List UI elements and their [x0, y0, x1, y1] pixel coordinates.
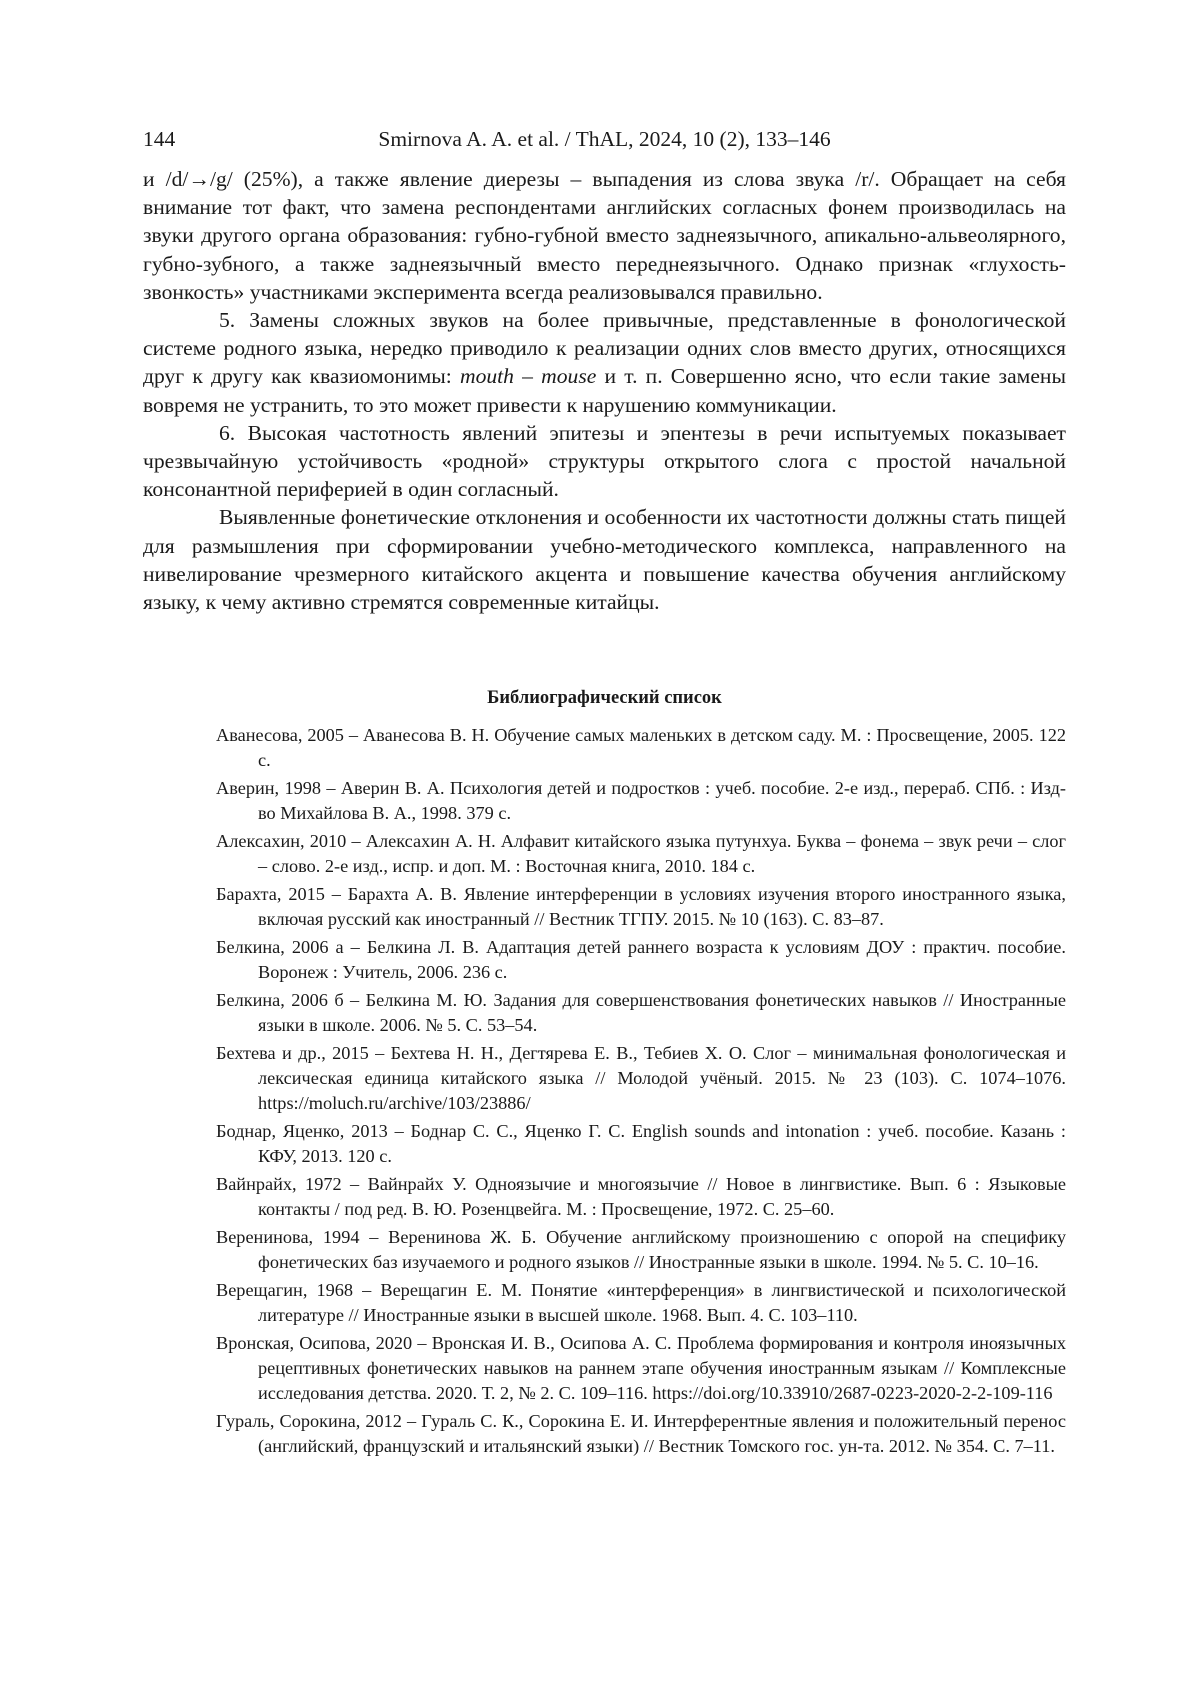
running-head: Smirnova A. A. et al. / ThAL, 2024, 10 (2), 133–146 — [378, 127, 831, 151]
quasi-homonym-example: mouth – mouse — [459, 364, 597, 389]
bibliography-entry: Белкина, 2006 а – Белкина Л. В. Адаптация детей раннего возраста к условиям ДОУ : практич. пособие. Воронеж : Учитель, 2006. 236 с. — [216, 937, 1066, 982]
bibliography-entry: Вайнрайх, 1972 – Вайнрайх У. Одноязычие и многоязычие // Новое в лингвистике. Вып. 6 : Языковые контакты / под ред. В. Ю. Розенцвейга. М. : Просвещение, 1972. С. 25–60. — [216, 1174, 1066, 1219]
paragraph-2-text-start: 5. Замены сложных звуков на более привычные, представленные в фонологической системе родного языка, нередко приводило к реализации одних слов вместо других, относящихся друг к другу как квазиомонимы: — [143, 308, 1066, 389]
page-header — [143, 126, 1066, 152]
paragraph-3: 6. Высокая частотность явлений эпитезы и эпентезы в речи испытуемых показывает чрезвычайную устойчивость «родной» структуры открытого слога с простой начальной консонантной периферией в один согласный. — [143, 420, 1066, 502]
page-number: 144 — [143, 127, 176, 151]
bibliography-entry: Аванесова, 2005 – Аванесова В. Н. Обучение самых маленьких в детском саду. М. : Просвещение, 2005. 122 с. — [216, 725, 1066, 770]
bibliography-entry: Аверин, 1998 – Аверин В. А. Психология детей и подростков : учеб. пособие. 2-е изд., перераб. СПб. : Изд-во Михайлова В. А., 1998. 379 с. — [216, 778, 1066, 823]
body-text — [143, 165, 1066, 616]
paragraph-2 — [143, 306, 1066, 419]
bibliography-entry: Боднар, Яценко, 2013 – Боднар С. С., Яценко Г. С. English sounds and intonation : учеб. пособие. Казань : КФУ, 2013. 120 с. — [216, 1121, 1066, 1166]
bibliography-entry: Гураль, Сорокина, 2012 – Гураль С. К., Сорокина Е. И. Интерферентные явления и положительный перенос (английский, французский и итальянский языки) // Вестник Томского гос. ун-та. 2012. № 354. С. 7–11. — [216, 1411, 1066, 1456]
bibliography-entry: Барахта, 2015 – Барахта А. В. Явление интерференции в условиях изучения второго иностранного языка, включая русский как иностранный // Вестник ТГПУ. 2015. № 10 (163). С. 83–87. — [216, 884, 1066, 929]
bibliography-entry: Веренинова, 1994 – Веренинова Ж. Б. Обучение английскому произношению с опорой на специфику фонетических баз изучаемого и родного языков // Иностранные языки в школе. 1994. № 5. С. 10–16. — [216, 1227, 1066, 1272]
bibliography-entry: Бехтева и др., 2015 – Бехтева Н. Н., Дегтярева Е. В., Тебиев Х. О. Слог – минимальная фонологическая и лексическая единица китайского языка // Молодой учёный. 2015. № 23 (103). С. 1074–1076. https://moluch.ru/archive/103/23886/ — [216, 1043, 1066, 1113]
bibliography-entry: Белкина, 2006 б – Белкина М. Ю. Задания для совершенствования фонетических навыков // Иностранные языки в школе. 2006. № 5. С. 53–54. — [216, 990, 1066, 1035]
paragraph-1: и /d/→/g/ (25%), а также явление диерезы – выпадения из слова звука /r/. Обращает на себя внимание тот факт, что замена респондентами английских согласных фонем производилась на звуки другого органа образования: губно-губной вместо заднеязычного, апикально-альвеолярного, губно-зубного, а также заднеязычный вместо переднеязычного. Однако признак «глухость-звонкость» участниками эксперимента всегда реализовывался правильно. — [143, 167, 1066, 304]
bibliography-title: Библиографический список — [487, 688, 722, 708]
bibliography-entry: Вронская, Осипова, 2020 – Вронская И. В., Осипова А. С. Проблема формирования и контроля иноязычных рецептивных фонетических навыков на раннем этапе обучения иностранным языкам // Комплексные исследования детства. 2020. Т. 2, № 2. С. 109–116. https://doi.org/10.33910/2687-0223-2020-2-2-109-116 — [216, 1333, 1066, 1403]
bibliography-entry: Верещагин, 1968 – Верещагин Е. М. Понятие «интерференция» в лингвистической и психологической литературе // Иностранные языки в высшей школе. 1968. Вып. 4. С. 103–110. — [216, 1280, 1066, 1325]
bibliography-list — [216, 723, 1066, 1459]
paragraph-4: Выявленные фонетические отклонения и особенности их частотности должны стать пищей для размышления при сформировании учебно-методического комплекса, направленного на нивелирование чрезмерного китайского акцента и повышение качества обучения английскому языку, к чему активно стремятся современные китайцы. — [143, 505, 1066, 615]
bibliography — [143, 686, 1066, 1462]
bibliography-entry: Алексахин, 2010 – Алексахин А. Н. Алфавит китайского языка путунхуа. Буква – фонема – звук речи – слог – слово. 2-е изд., испр. и доп. М. : Восточная книга, 2010. 184 с. — [216, 831, 1066, 876]
paragraph-2-text-end: и т. п. Совершенно ясно, что если такие замены вовремя не устранить, то это может привести к нарушению коммуникации. — [143, 364, 1066, 417]
